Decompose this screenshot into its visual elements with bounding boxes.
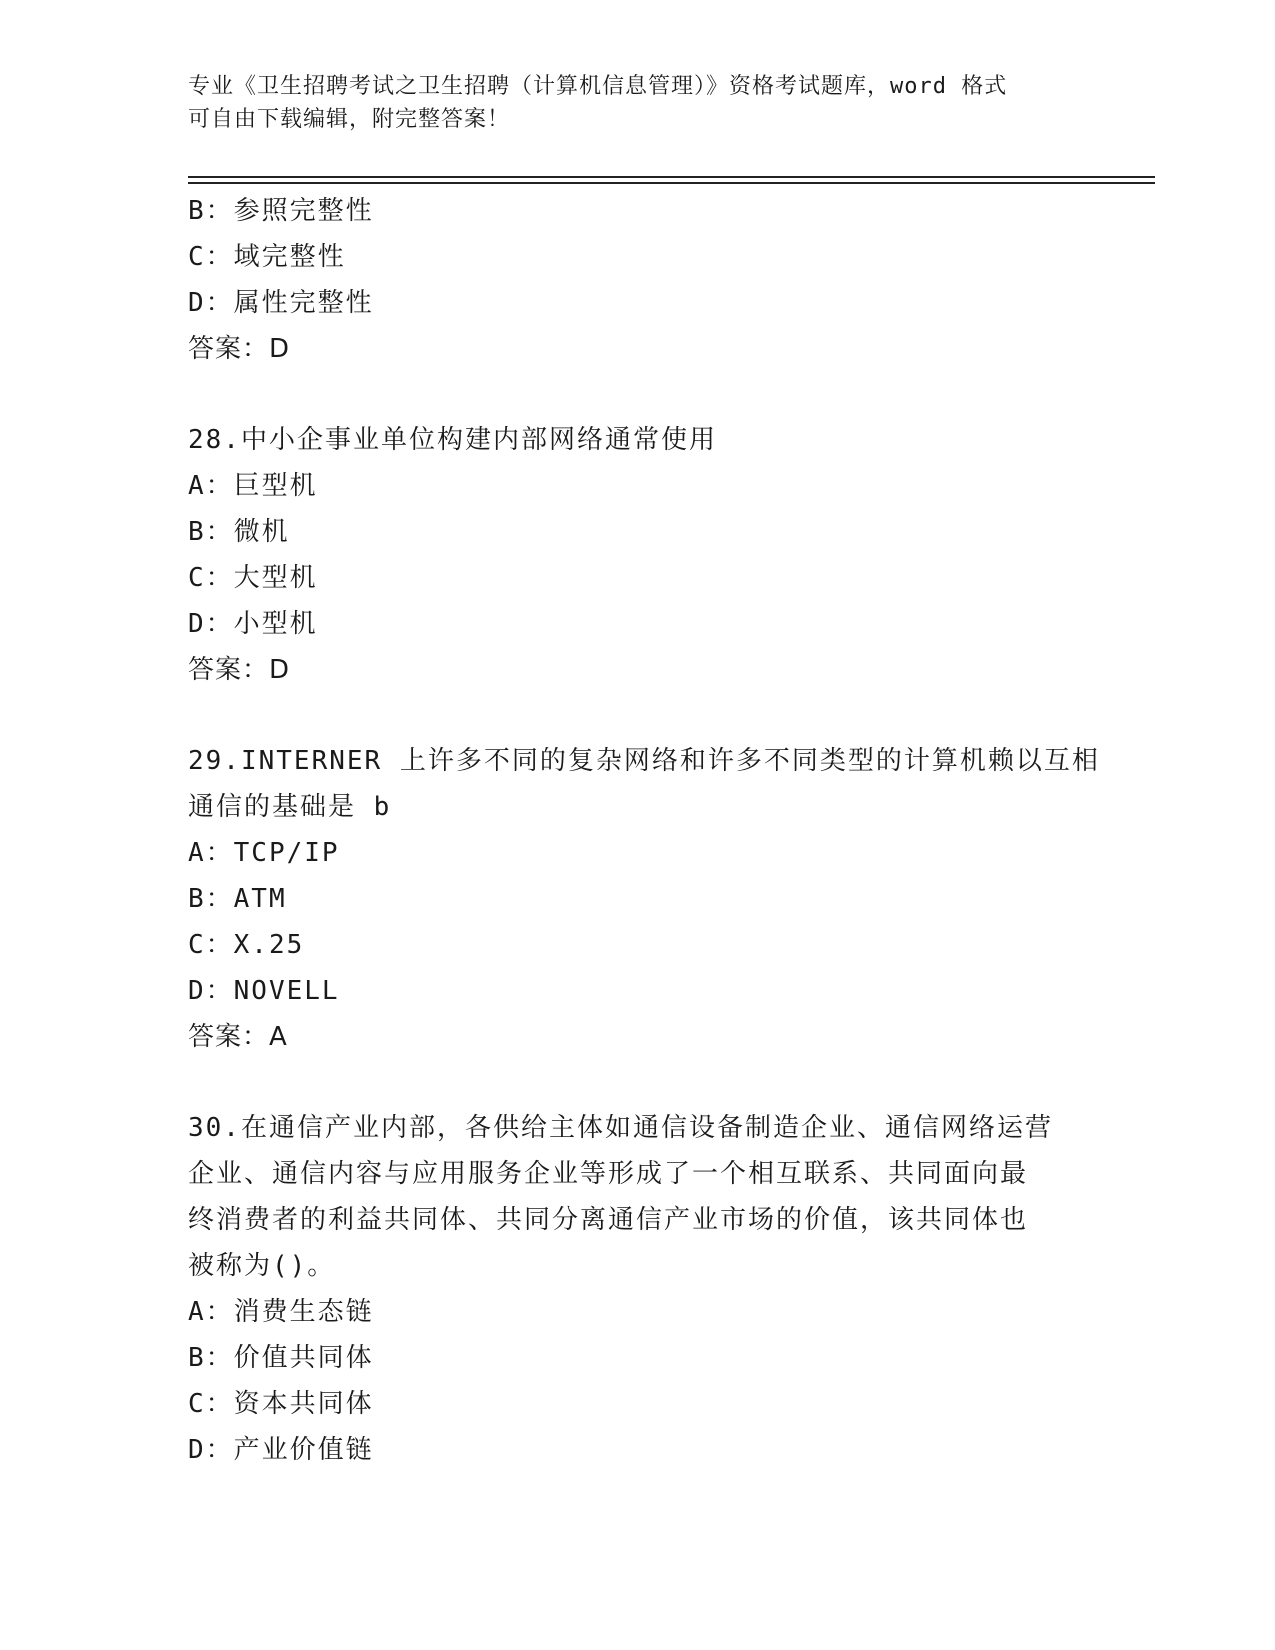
option-c: C：域完整性 bbox=[188, 242, 346, 272]
spacer bbox=[188, 1060, 1088, 1105]
option-b: B：ATM bbox=[188, 884, 287, 914]
question-28 bbox=[188, 417, 1088, 693]
option-a: A：消费生态链 bbox=[188, 1297, 374, 1327]
question-text-line-2: 企业、通信内容与应用服务企业等形成了一个相互联系、共同面向最 bbox=[188, 1159, 1029, 1189]
question-30 bbox=[188, 1105, 1088, 1473]
option-c: C：大型机 bbox=[188, 563, 318, 593]
spacer bbox=[188, 693, 1088, 738]
question-text-line-1: 30.在通信产业内部，各供给主体如通信设备制造企业、通信网络运营 bbox=[188, 1113, 1053, 1143]
spacer bbox=[188, 372, 1088, 417]
answer-line: 答案：D bbox=[188, 334, 291, 364]
question-text-line-1: 29.INTERNER 上许多不同的复杂网络和许多不同类型的计算机赖以互相 bbox=[188, 746, 1100, 776]
question-29 bbox=[188, 738, 1100, 1060]
option-c: C：资本共同体 bbox=[188, 1389, 374, 1419]
question-text-line-4: 被称为()。 bbox=[188, 1251, 336, 1281]
header-rule-bottom bbox=[188, 182, 1155, 184]
question-content bbox=[188, 188, 1100, 1473]
question-text-line-3: 终消费者的利益共同体、共同分离通信产业市场的价值，该共同体也 bbox=[188, 1205, 1029, 1235]
option-a: A：TCP/IP bbox=[188, 838, 340, 868]
question-text-line-2: 通信的基础是 b bbox=[188, 792, 392, 822]
option-c: C：X.25 bbox=[188, 930, 305, 960]
option-b: B：微机 bbox=[188, 517, 290, 547]
document-header bbox=[188, 70, 1088, 136]
header-line-1: 专业《卫生招聘考试之卫生招聘（计算机信息管理）》资格考试题库，word 格式 bbox=[188, 74, 1008, 99]
answer-line: 答案：D bbox=[188, 655, 291, 685]
option-a: A：巨型机 bbox=[188, 471, 318, 501]
option-d: D：小型机 bbox=[188, 609, 318, 639]
question-text: 28.中小企事业单位构建内部网络通常使用 bbox=[188, 425, 717, 455]
option-d: D：产业价值链 bbox=[188, 1435, 374, 1465]
header-line-2: 可自由下载编辑，附完整答案！ bbox=[188, 107, 511, 132]
question-27 bbox=[188, 188, 1088, 372]
option-b: B：参照完整性 bbox=[188, 196, 374, 226]
header-rule-top bbox=[188, 176, 1155, 178]
answer-line: 答案：A bbox=[188, 1022, 288, 1052]
option-d: D：属性完整性 bbox=[188, 288, 374, 318]
option-d: D：NOVELL bbox=[188, 976, 340, 1006]
option-b: B：价值共同体 bbox=[188, 1343, 374, 1373]
